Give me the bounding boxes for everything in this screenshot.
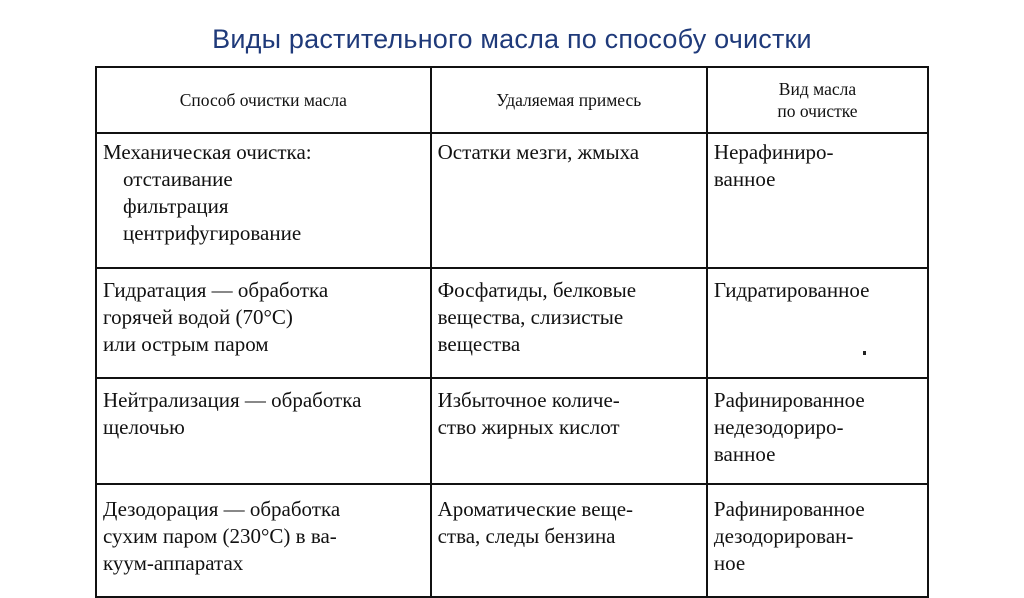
table-header-row <box>96 67 928 133</box>
cell-method <box>96 268 431 378</box>
cell-line: Нейтрализация — обработка <box>103 388 362 412</box>
cell-line: Рафинированное <box>713 497 865 521</box>
cell-line: горячей водой (70°С) <box>103 305 293 329</box>
cell-impurity <box>431 268 707 378</box>
cell-impurity <box>431 378 707 484</box>
cell-oil-type <box>707 378 928 484</box>
cell-line: Нерафиниро- <box>713 140 834 164</box>
table-row <box>96 378 928 484</box>
cell-line: Гидратированное <box>713 278 870 302</box>
cell-method <box>96 133 431 268</box>
cell-line: куум-аппаратах <box>103 551 244 575</box>
header-line: Способ очистки масла <box>179 90 347 110</box>
cell-line: Остатки мезги, жмыха <box>437 140 640 164</box>
cell-line: ства, следы бензина <box>437 524 616 548</box>
cell-line: Дезодорация — обработка <box>103 497 341 521</box>
scan-mark <box>863 351 866 355</box>
cell-line: ванное <box>713 442 776 466</box>
cell-oil-type <box>707 133 928 268</box>
header-oil-type <box>707 67 928 133</box>
cell-line: или острым паром <box>103 332 269 356</box>
cell-line: щелочью <box>103 415 185 439</box>
table-row <box>96 484 928 597</box>
header-line: по очистке <box>777 101 858 121</box>
cell-method <box>96 378 431 484</box>
cell-line: дезодорирован- <box>713 524 854 548</box>
cell-line: Рафинированное <box>713 388 865 412</box>
header-method <box>96 67 431 133</box>
header-line: Удаляемая примесь <box>496 90 642 110</box>
cell-line: ство жирных кислот <box>437 415 620 439</box>
cell-line: Ароматические веще- <box>437 497 634 521</box>
oil-refining-table <box>95 66 929 598</box>
cell-line: Фосфатиды, белковые <box>437 278 637 302</box>
cell-line: сухим паром (230°С) в ва- <box>103 524 337 548</box>
cell-line: фильтрация <box>123 194 229 218</box>
cell-line: недезодориро- <box>713 415 844 439</box>
cell-line: ное <box>713 551 746 575</box>
cell-line: Механическая очистка: <box>103 140 312 164</box>
cell-line: Избыточное количе- <box>437 388 620 412</box>
table-row <box>96 133 928 268</box>
cell-impurity <box>431 484 707 597</box>
cell-method <box>96 484 431 597</box>
cell-line: вещества <box>437 332 521 356</box>
cell-line: отстаивание <box>123 167 233 191</box>
page-title: Виды растительного масла по способу очистки <box>212 24 812 54</box>
header-line: Вид масла <box>778 79 857 99</box>
cell-line: центрифугирование <box>123 221 302 245</box>
cell-line: ванное <box>713 167 776 191</box>
header-impurity <box>431 67 707 133</box>
cell-oil-type <box>707 484 928 597</box>
cell-oil-type <box>707 268 928 378</box>
cell-line: Гидратация — обработка <box>103 278 329 302</box>
table-row <box>96 268 928 378</box>
cell-impurity <box>431 133 707 268</box>
cell-line: вещества, слизистые <box>437 305 624 329</box>
